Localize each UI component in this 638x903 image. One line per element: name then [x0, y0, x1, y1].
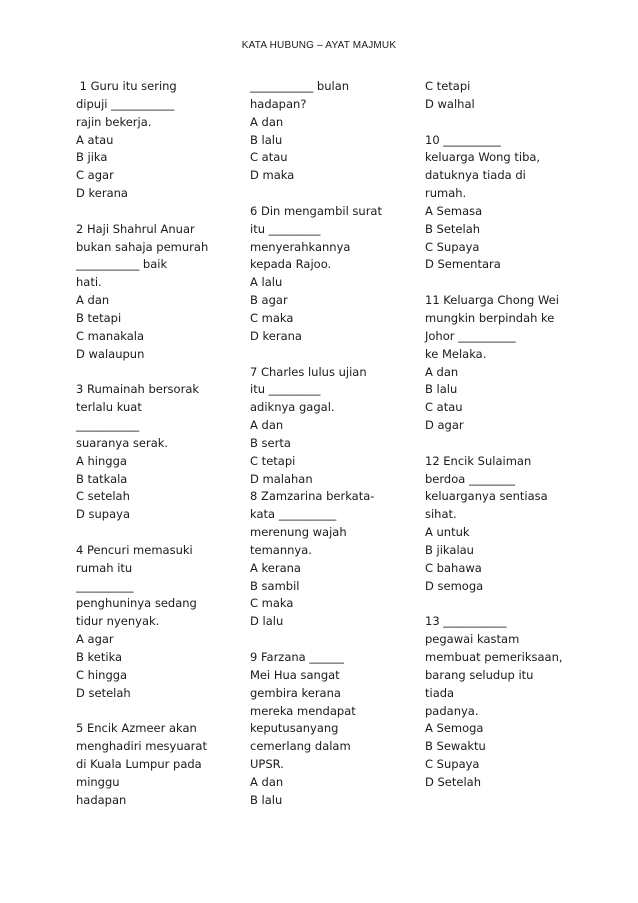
text-line: 11 Keluarga Chong Wei — [425, 293, 559, 308]
text-line: penghuninya sedang — [76, 596, 197, 611]
text-line: 6 Din mengambil surat — [250, 203, 382, 218]
text-line: 1 Guru itu sering — [76, 79, 177, 93]
text-line: D agar — [425, 418, 464, 433]
text-line: A dan — [250, 114, 284, 129]
text-line: D lalu — [250, 614, 284, 629]
text-line: keluarga Wong tiba, — [425, 150, 541, 165]
text-line: C manakala — [76, 328, 145, 343]
text-line: B tatkala — [76, 471, 128, 486]
text-line: C maka — [250, 596, 294, 611]
text-line: 9 Farzana ______ — [250, 650, 344, 664]
text-line: membuat pemeriksaan, — [425, 650, 563, 664]
text-line: keputusanyang — [250, 721, 339, 736]
text-line: temannya. — [250, 542, 312, 557]
text-line: C setelah — [76, 489, 130, 504]
text-line: A dan — [250, 418, 284, 433]
text-line: 8 Zamzarina berkata- — [250, 489, 375, 504]
column-2 — [250, 78, 410, 810]
text-line: ke Melaka. — [425, 346, 487, 361]
text-line: D malahan — [250, 471, 313, 486]
text-line: A kerana — [250, 560, 301, 575]
text-line: rajin bekerja. — [76, 114, 152, 129]
text-line: itu _________ — [250, 221, 321, 236]
text-line: keluarganya sentiasa — [425, 489, 548, 504]
text-line: B jika — [76, 150, 108, 165]
text-line: datuknya tiada di — [425, 168, 526, 183]
text-line: A untuk — [425, 525, 470, 540]
text-line: hadapan — [76, 792, 127, 807]
text-line: B tetapi — [76, 310, 122, 325]
text-line: B lalu — [250, 792, 283, 807]
text-line: D walhal — [425, 96, 475, 111]
text-line: B Setelah — [425, 221, 481, 236]
text-line: merenung wajah — [250, 525, 347, 540]
column-3 — [425, 78, 585, 792]
text-line: hadapan? — [250, 96, 307, 111]
text-line: pegawai kastam — [425, 632, 520, 647]
text-line — [76, 703, 236, 721]
text-line: C Supaya — [425, 757, 480, 772]
text-line — [425, 595, 585, 613]
text-line: D setelah — [76, 685, 131, 700]
text-line: bukan sahaja pemurah — [76, 239, 209, 254]
text-line: D kerana — [250, 328, 302, 343]
text-line: A lalu — [250, 275, 283, 290]
text-line: 10 __________ — [425, 132, 501, 147]
text-line: A dan — [425, 364, 459, 379]
text-line: A hingga — [76, 453, 127, 468]
text-line: 5 Encik Azmeer akan — [76, 721, 197, 736]
text-line: suaranya serak. — [76, 435, 169, 450]
text-line: Mei Hua sangat — [250, 667, 340, 682]
text-line: ___________ baik — [76, 257, 168, 272]
text-line — [250, 185, 410, 203]
text-line: B ketika — [76, 650, 123, 664]
text-line: rumah itu — [76, 560, 133, 575]
text-line: C tetapi — [250, 453, 296, 468]
text-line: C atau — [250, 150, 288, 165]
text-line: mereka mendapat — [250, 703, 356, 718]
text-line: gembira kerana — [250, 685, 341, 700]
text-line: C tetapi — [425, 79, 471, 93]
text-line: C Supaya — [425, 239, 480, 254]
text-line: kata __________ — [250, 507, 337, 522]
text-line: A agar — [76, 632, 114, 647]
text-line: D maka — [250, 168, 295, 183]
text-line: hati. — [76, 275, 102, 290]
text-line: minggu — [76, 774, 120, 789]
text-line: kepada Rajoo. — [250, 257, 332, 272]
text-line: D kerana — [76, 186, 128, 201]
text-line: A Semasa — [425, 203, 483, 218]
text-line: C bahawa — [425, 560, 482, 575]
text-line — [425, 274, 585, 292]
text-line: 7 Charles lulus ujian — [250, 364, 367, 379]
text-line — [76, 364, 236, 382]
page-title: KATA HUBUNG – AYAT MAJMUK — [241, 40, 397, 51]
text-line: C maka — [250, 310, 294, 325]
text-line: B serta — [250, 435, 291, 450]
text-line: B sambil — [250, 578, 300, 593]
text-line: B lalu — [425, 382, 458, 397]
text-line: 3 Rumainah bersorak — [76, 382, 200, 397]
text-line: di Kuala Lumpur pada — [76, 757, 202, 772]
text-line — [76, 203, 236, 221]
text-line: berdoa ________ — [425, 471, 515, 486]
text-line: A atau — [76, 132, 114, 147]
text-line: padanya. — [425, 703, 479, 718]
text-line: mungkin berpindah ke — [425, 310, 555, 325]
text-line: barang seludup itu — [425, 667, 534, 682]
text-line — [250, 346, 410, 364]
text-line: sihat. — [425, 507, 457, 522]
text-line: C agar — [76, 168, 114, 183]
text-line: UPSR. — [250, 757, 284, 772]
text-line: __________ — [76, 578, 134, 593]
text-line: cemerlang dalam — [250, 739, 351, 754]
text-line: 12 Encik Sulaiman — [425, 453, 532, 468]
text-line — [76, 524, 236, 542]
column-1 — [76, 78, 236, 810]
text-line — [425, 435, 585, 453]
text-line: D supaya — [76, 507, 130, 522]
text-line: D Setelah — [425, 774, 482, 789]
text-line: dipuji ___________ — [76, 96, 175, 111]
text-line: D semoga — [425, 578, 484, 593]
text-line: A dan — [76, 293, 110, 308]
text-line — [425, 114, 585, 132]
text-line: A Semoga — [425, 721, 484, 736]
text-line: adiknya gagal. — [250, 400, 335, 415]
text-line: 4 Pencuri memasuki — [76, 542, 193, 557]
text-line: ___________ — [76, 418, 140, 433]
text-line — [250, 631, 410, 649]
text-line: B agar — [250, 293, 288, 308]
text-line: Johor __________ — [425, 328, 516, 343]
text-line: B jikalau — [425, 542, 474, 557]
text-line: D walaupun — [76, 346, 145, 361]
text-line: itu _________ — [250, 382, 321, 397]
text-line: rumah. — [425, 186, 467, 201]
text-line: A dan — [250, 774, 284, 789]
text-line: menghadiri mesyuarat — [76, 739, 207, 754]
text-line: 13 ___________ — [425, 614, 507, 629]
text-line: tidur nyenyak. — [76, 614, 160, 629]
text-line: C atau — [425, 400, 463, 415]
text-line: tiada — [425, 685, 455, 700]
text-line: B lalu — [250, 132, 283, 147]
text-line: terlalu kuat — [76, 400, 142, 415]
text-line: D Sementara — [425, 257, 501, 272]
text-line: menyerahkannya — [250, 239, 351, 254]
text-line: 2 Haji Shahrul Anuar — [76, 221, 195, 236]
text-line: ___________ bulan — [250, 79, 350, 93]
text-line: B Sewaktu — [425, 739, 486, 754]
text-line: C hingga — [76, 667, 128, 682]
